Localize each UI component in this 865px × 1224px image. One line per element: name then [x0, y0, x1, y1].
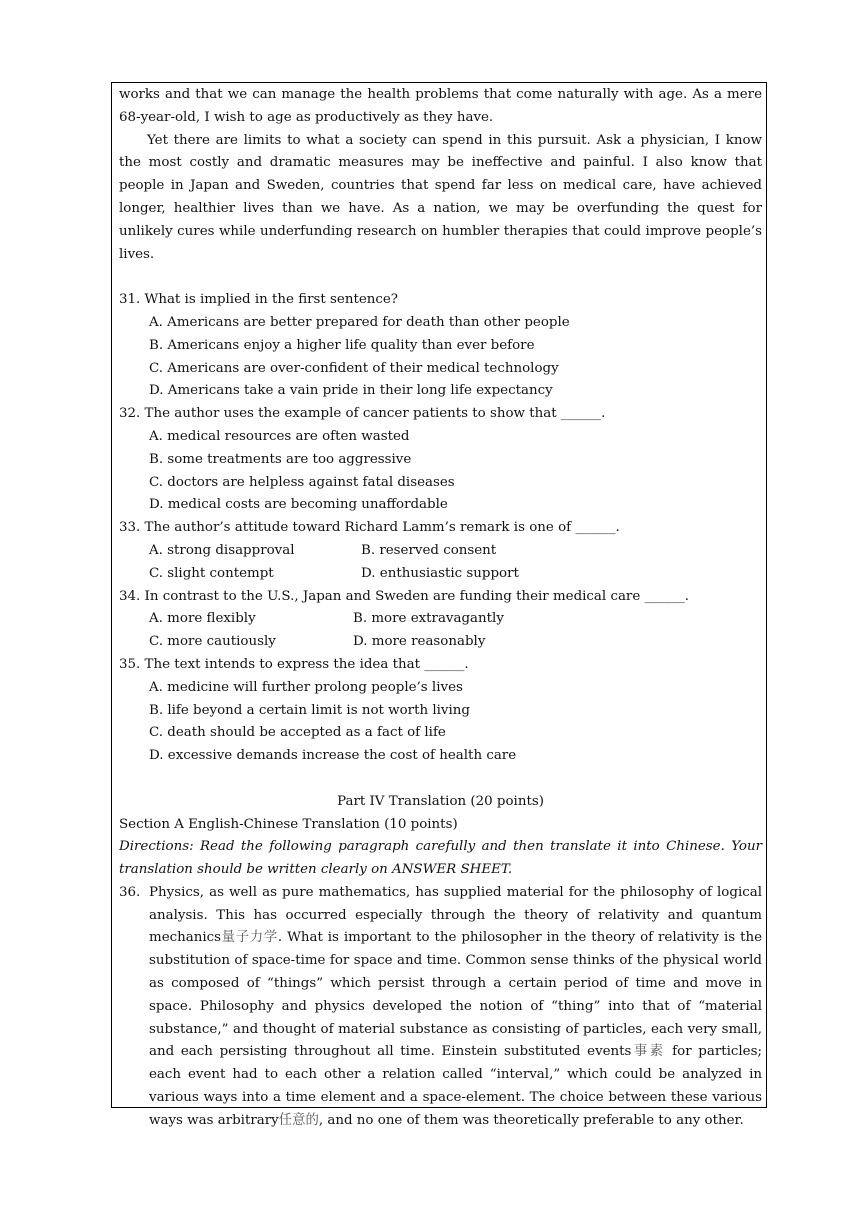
option-c: C. more cautiously	[149, 634, 276, 650]
question-number: 36.	[119, 884, 141, 900]
question-stem: 35. The text intends to express the idea that ______.	[119, 656, 469, 672]
question-34	[119, 586, 762, 654]
option-b: B. life beyond a certain limit is not worth living	[149, 702, 470, 718]
option-b: B. some treatments are too aggressive	[149, 451, 412, 467]
section-heading: Section A English-Chinese Translation (10 points)	[119, 816, 458, 832]
option-a: A. Americans are better prepared for death than other people	[149, 314, 570, 330]
option-c: C. death should be accepted as a fact of life	[149, 725, 446, 741]
passage-paragraph: Yet there are limits to what a society can spend in this pursuit. Ask a physician, I know the most costly and dramatic measures may be ineffective and painful. I also know that people in Japan and Sweden, countries that spend far less on medical care, have achieved longer, healthier lives than we have. As a nation, we may be overfunding the quest for unlikely cures while underfunding research on humbler therapies that could improve people’s lives.	[119, 132, 762, 262]
option-c: C. Americans are over-confident of their medical technology	[149, 360, 559, 376]
directions: Directions: Read the following paragraph carefully and then translate it into Chinese. Your translation should be written clearly on ANSWER SHEET.	[119, 839, 762, 878]
option-a: A. strong disapproval	[149, 542, 295, 558]
option-d: D. excessive demands increase the cost of health care	[149, 748, 517, 764]
translation-paragraph	[149, 882, 762, 1133]
passage-continuation: works and that we can manage the health problems that come naturally with age. As a mere 68-year-old, I wish to age as productively as they have.	[119, 87, 762, 125]
question-stem: 32. The author uses the example of cancer patients to show that ______.	[119, 406, 606, 422]
option-a: A. medicine will further prolong people’s lives	[149, 679, 463, 695]
option-c: C. doctors are helpless against fatal diseases	[149, 474, 455, 490]
option-d: D. Americans take a vain pride in their long life expectancy	[149, 383, 553, 399]
document-content	[119, 84, 762, 1133]
question-31	[119, 289, 762, 403]
paragraph-text: , and no one of them was theoretically preferable to any other.	[318, 1112, 744, 1128]
gloss-arbitrary: 任意的	[278, 1112, 319, 1128]
part-title: Part IV Translation (20 points)	[337, 793, 544, 809]
paragraph-text: Physics, as well as pure mathematics, has supplied material for the philosophy of logical analysis. This has occurred especially through the theory of relativity and quantum mechanics	[149, 884, 762, 946]
question-stem: 34. In contrast to the U.S., Japan and Sweden are funding their medical care ______.	[119, 588, 689, 604]
option-d: D. more reasonably	[353, 634, 486, 650]
option-a: A. more flexibly	[149, 611, 256, 627]
option-b: B. more extravagantly	[353, 611, 504, 627]
option-d: D. medical costs are becoming unaffordable	[149, 497, 448, 513]
option-b: B. reserved consent	[361, 542, 497, 558]
question-32	[119, 403, 762, 517]
option-c: C. slight contempt	[149, 565, 274, 581]
question-36	[119, 882, 762, 1133]
gloss-quantum-mechanics: 量子力学	[221, 930, 278, 946]
option-a: A. medical resources are often wasted	[149, 428, 410, 444]
question-33	[119, 517, 762, 585]
paragraph-text: . What is important to the philosopher in the theory of relativity is the substitution of space-time for space and time. Common sense thinks of the physical world as composed of “things” which persist through a certain period of time and move in space. Philosophy and physics developed the notion of “thing” into that of “material substance,” and thought of material substance as consisting of particles, each very small, and each persisting throughout all time. Einstein substituted events	[149, 930, 763, 1060]
gloss-events: 事素	[631, 1044, 666, 1060]
question-stem: 31. What is implied in the first sentence?	[119, 292, 398, 308]
option-d: D. enthusiastic support	[361, 565, 519, 581]
paragraph-text: for particles; each event had to each other a relation called “interval,” which could be analyzed in various ways into a time element and a space-element. The choice between these various ways was arbitrary	[149, 1044, 762, 1128]
option-b: B. Americans enjoy a higher life quality than ever before	[149, 337, 535, 353]
question-stem: 33. The author’s attitude toward Richard Lamm’s remark is one of ______.	[119, 520, 620, 536]
question-35	[119, 654, 762, 768]
